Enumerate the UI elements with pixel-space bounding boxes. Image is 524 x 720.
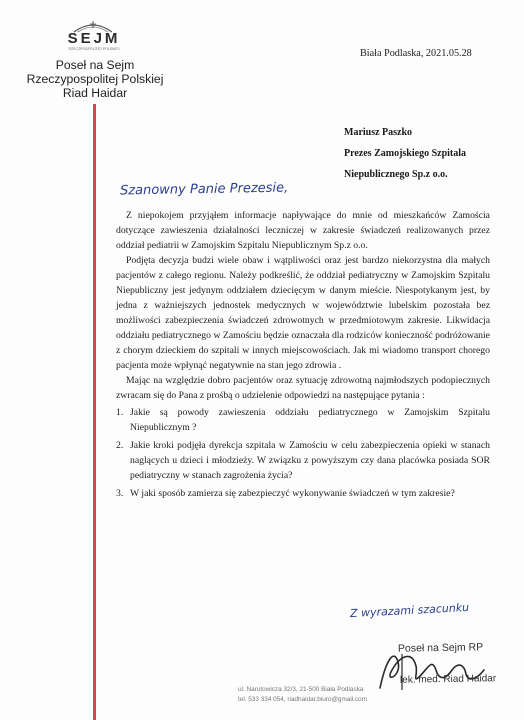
recipient-company: Niepublicznego Sp.z o.o. [344, 169, 448, 180]
body-paragraph-2: Podjęta decyzja budzi wiele obaw i wątpliwości oraz jest bardzo niekorzystna dla małych pacjentów z całego regionu. Należy podkreślić, że oddział pediatryczny w Zamojskim Szpitalu Niepubliczny jest jedynym oddziałem dziecięcym w danym mieście. Niespotykanym jest, by jedna z ważniejszych jednostek medycznych w województwie lubelskim pozostała bez możliwości zabezpieczenia świadczeń zdrowotnych w przedmiotowym zakresie. Likwidacja oddziału pediatrycznego w Zamościu będzie oznaczała dla rodziców konieczność podróżowanie z chorym dzieckiem do szpitali w innych miejscowościach. Jak mi wiadomo transport chorego pacjenta może wpłynąć negatywnie na stan jego zdrowia . [116, 255, 490, 371]
letter-body [116, 208, 490, 504]
footer-address: ul. Narutowicza 32/3, 21-500 Biała Podlaska [238, 686, 364, 693]
recipient-name: Mariusz Paszko [344, 127, 413, 138]
question-number: 1. [116, 407, 124, 418]
question-number: 3. [116, 488, 124, 499]
question-item [116, 405, 490, 435]
sejm-logo-subtext: RZECZPOSPOLITEJ POLSKIEJ [68, 47, 120, 51]
recipient-block [344, 122, 466, 185]
letterhead-line-2: Rzeczypospolitej Polskiej [26, 72, 164, 86]
footer-contact: tel. 533 334 054, riadhaidar.biuro@gmail.com [238, 696, 368, 703]
sejm-logo-text: SEJM [67, 30, 121, 47]
body-paragraph-3: Mając na względzie dobro pacjentów oraz sytuację zdrowotną najmłodszych podopiecznych zwracam się do Pana z prośbą o udzielenie odpowiedzi na następujące pytania : [116, 375, 490, 401]
stamp-line-2: lek. med. Riad Haidar [399, 673, 497, 686]
body-paragraph-1: Z niepokojem przyjąłem informacje napływające do mnie od mieszkańców Zamościa dotyczące zawieszenia działalności leczniczej w zakresie świadczeń realizowanych przez oddział pediatrii w Zamojskim Szpitalu Niepublicznym Sp.z o.o. [116, 210, 490, 251]
handwritten-closing: Z wyrazami szacunku [349, 600, 470, 621]
question-text: Jakie są powody zawieszenia oddziału pediatrycznego w Zamojskim Szpitalu Niepublicznym ? [130, 407, 490, 433]
signature-icon [372, 640, 502, 694]
question-text: Jakie kroki podjęła dyrekcja szpitala w Zamościu w celu zabezpieczenia opieki w stanach naglących u dzieci i młodzieży. W związku z powyższym czy dana placówka posiada SOR pediatryczny w stanach zagrożenia życia? [130, 440, 490, 481]
letterhead-line-1: Poseł na Sejm [55, 58, 135, 72]
recipient-title: Prezes Zamojskiego Szpitala [344, 148, 467, 159]
letter-date: Biała Podlaska, 2021.05.28 [360, 48, 472, 59]
question-number: 2. [116, 440, 124, 451]
stamp-line-1: Poseł na Sejm RP [397, 641, 484, 655]
question-item [116, 438, 490, 483]
letterhead-line-3: Riad Haidar [62, 86, 128, 100]
handwritten-salutation: Szanowny Panie Prezesie, [119, 180, 289, 199]
accent-bar [93, 104, 96, 720]
question-text: W jaki sposób zamierza się zabezpieczyć wykonywanie świadczeń w tym zakresie? [130, 488, 455, 499]
letterhead-block [20, 58, 170, 100]
question-item [116, 486, 490, 501]
questions-list [116, 405, 490, 501]
